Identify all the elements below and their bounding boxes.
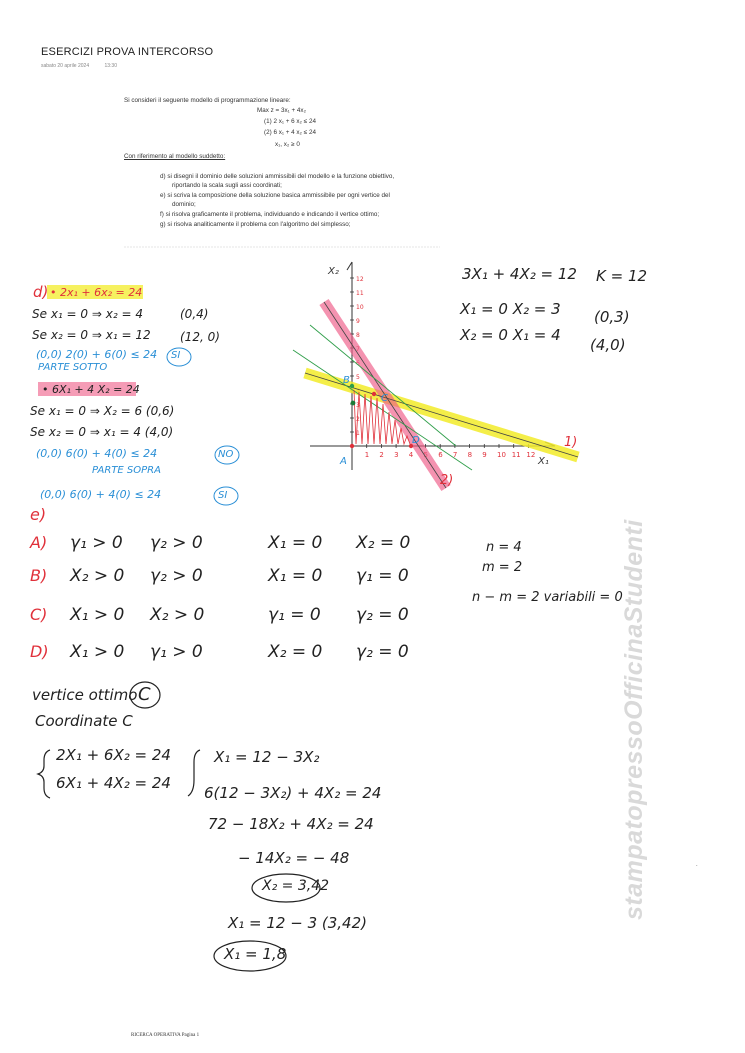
vertex-b-dot [350,384,354,388]
coord-label: Coordinate C [35,712,133,730]
vertex-zero-2-3: γ₂ = 0 [356,605,409,625]
y-axis-label: X₂ [328,266,339,277]
c2-test-2: (0,0) 6(0) + 4(0) ≤ 24 [40,488,162,501]
c1-test: (0,0) 2(0) + 6(0) ≤ 24 [36,348,158,361]
vertex-zero-1-2: X₁ = 0 [268,566,323,586]
graph-y-arrow [347,262,352,270]
y-tick-label-8: 8 [356,332,360,339]
vertex-basic-2-3: X₂ > 0 [150,605,205,625]
vertex-basic-1-4: X₁ > 0 [70,642,125,662]
solve-step-5: X₂ = 3,42 [262,878,330,894]
graph [293,262,578,488]
c1-row-2-point: (12, 0) [180,330,220,344]
y-tick-label-1: 1 [356,430,360,437]
objective-row-2-point: (4,0) [590,336,626,354]
x-tick-label-9: 9 [482,451,487,459]
vertex-label-4: D) [30,642,49,661]
c1-title: • 2x₁ + 6x₂ = 24 [50,286,143,299]
d-label: d) [33,283,49,301]
y-tick-label-2: 2 [356,416,360,423]
c1-row-1: Se x₁ = 0 ⇒ x₂ = 4 [32,307,143,321]
question-g: g) si risolva analiticamente il problema con l'algoritmo del simplesso; [160,221,351,228]
x-tick-label-3: 3 [394,451,399,459]
vertex-basic-1-2: X₂ > 0 [70,566,125,586]
system-eq-1: 2X₁ + 6X₂ = 24 [56,746,171,764]
vertex-basic-2-1: γ₂ > 0 [150,533,203,553]
system-eq-2: 6X₁ + 4X₂ = 24 [56,774,171,792]
vertex-zero-2-4: γ₂ = 0 [356,642,409,662]
c2-side: PARTE SOPRA [92,465,161,476]
nonbasic-count: n − m = 2 variabili = 0 [472,590,623,605]
problem-constraint-1: (1) 2 x₁ + 6 x₂ ≤ 24 [264,118,316,125]
vertex-a-dot [350,444,354,448]
x-tick-label-1: 1 [364,451,370,459]
vertex-c-dot [372,392,376,396]
question-e-cont: dominio; [172,201,196,208]
vertex-c-label: C [381,393,388,404]
question-e: e) si scriva la composizione della soluzione basica ammissibile per ogni vertice del [160,192,390,199]
c2-test: (0,0) 6(0) + 4(0) ≤ 24 [36,447,158,460]
solve-step-2: 6(12 − 3X₂) + 4X₂ = 24 [204,784,382,802]
vertex-zero-1-4: X₂ = 0 [268,642,323,662]
problem-ref: Con riferimento al modello suddetto: [124,153,226,160]
page-date: sabato 20 aprile 2024 [41,63,90,69]
vertex-label-3: C) [30,605,48,624]
m-value: m = 2 [482,560,523,575]
c1-side: PARTE SOTTO [38,362,108,373]
c2-row-2: Se x₂ = 0 ⇒ x₁ = 4 (4,0) [30,425,174,439]
vertex-zero-1-3: γ₁ = 0 [268,605,321,625]
objective-intercept-dot [351,401,356,406]
opt-vertex-letter: C [138,684,151,705]
x-tick-label-10: 10 [497,451,506,459]
y-tick-label-12: 12 [356,276,364,283]
objective-line-eq: 3X₁ + 4X₂ = 12 [462,265,577,283]
watermark: stampatopressoOfficinaStudenti [620,519,648,920]
system-brace [38,750,50,798]
solve-step-1: X₁ = 12 − 3X₂ [214,748,320,766]
vertex-label-2: B) [30,566,48,585]
c1-line-label: 1) [564,435,578,450]
x-tick-label-12: 12 [526,451,536,459]
solve-step-4: − 14X₂ = − 48 [238,849,350,867]
page-time: 13:30 [104,63,117,69]
c1-row-1-point: (0,4) [180,307,209,321]
problem-constraint-2: (2) 6 x₁ + 4 x₂ ≤ 24 [264,129,316,136]
x-axis-label: X₁ [538,456,549,467]
x-tick-label-7: 7 [452,451,458,459]
question-d-cont: riportando la scala sugli assi coordinati; [172,182,282,189]
c2-test-result: NO [218,449,234,460]
question-f: f) si risolva graficamente il problema, individuando e indicando il vertice ottimo; [160,211,380,218]
opt-vertex-label: vertice ottimo [32,686,138,704]
vertex-zero-2-2: γ₁ = 0 [356,566,409,586]
vertex-basic-2-2: γ₂ > 0 [150,566,203,586]
c1-row-2: Se x₂ = 0 ⇒ x₁ = 12 [32,328,151,342]
y-tick-label-5: 5 [356,374,360,381]
e-label: e) [30,505,47,524]
solution-brace [188,750,200,796]
solve-step-6: X₁ = 12 − 3 (3,42) [228,914,367,932]
y-tick-label-3: 3 [356,402,360,409]
vertex-basic-1-3: X₁ > 0 [70,605,125,625]
vertex-label-1: A) [30,533,48,552]
stray-dot: . [696,862,698,868]
x-tick-label-11: 11 [511,451,521,459]
y-tick-label-9: 9 [356,318,360,325]
vertex-zero-1-1: X₁ = 0 [268,533,323,553]
problem-intro: Si consideri il seguente modello di programmazione lineare: [124,97,291,104]
c2-row-1: Se x₁ = 0 ⇒ X₂ = 6 (0,6) [30,404,175,418]
question-d: d) si disegni il dominio delle soluzioni ammissibili del modello e la funzione obiettivo, [160,173,395,180]
vertex-b-label: B [343,375,350,386]
vertex-basic-1-1: γ₁ > 0 [70,533,123,553]
problem-nonneg: x₁, x₂ ≥ 0 [275,141,300,148]
vertex-a-label: A [340,456,347,467]
n-value: n = 4 [486,540,522,555]
c2-test-2-result: SI [218,490,228,501]
y-tick-label-10: 10 [356,304,364,311]
page-title: ESERCIZI PROVA INTERCORSO [41,46,214,58]
objective-row-1: X₁ = 0 X₂ = 3 [460,300,561,318]
objective-row-2: X₂ = 0 X₁ = 4 [460,326,561,344]
objective-row-1-point: (0,3) [594,308,630,326]
solve-step-3: 72 − 18X₂ + 4X₂ = 24 [208,815,374,833]
x-tick-label-4: 4 [408,451,414,459]
vertex-d-label: D [412,435,420,446]
x-tick-label-8: 8 [467,451,473,459]
solve-step-7: X₁ = 1,8 [224,945,287,963]
problem-objective: Max z = 3x₁ + 4x₂ [257,107,307,114]
y-tick-label-11: 11 [356,290,364,297]
objective-k: K = 12 [596,267,648,285]
c2-title: • 6X₁ + 4 X₂ = 24 [42,383,140,396]
c2-line-label: 2) [440,473,454,488]
c1-test-result: SI [171,350,181,361]
x-tick-label-6: 6 [438,451,443,459]
page-footer: RICERCA OPERATIVA Pagina 1 [131,1033,200,1038]
vertex-basic-2-4: γ₁ > 0 [150,642,203,662]
vertex-zero-2-1: X₂ = 0 [356,533,411,553]
x-tick-label-2: 2 [379,451,384,459]
